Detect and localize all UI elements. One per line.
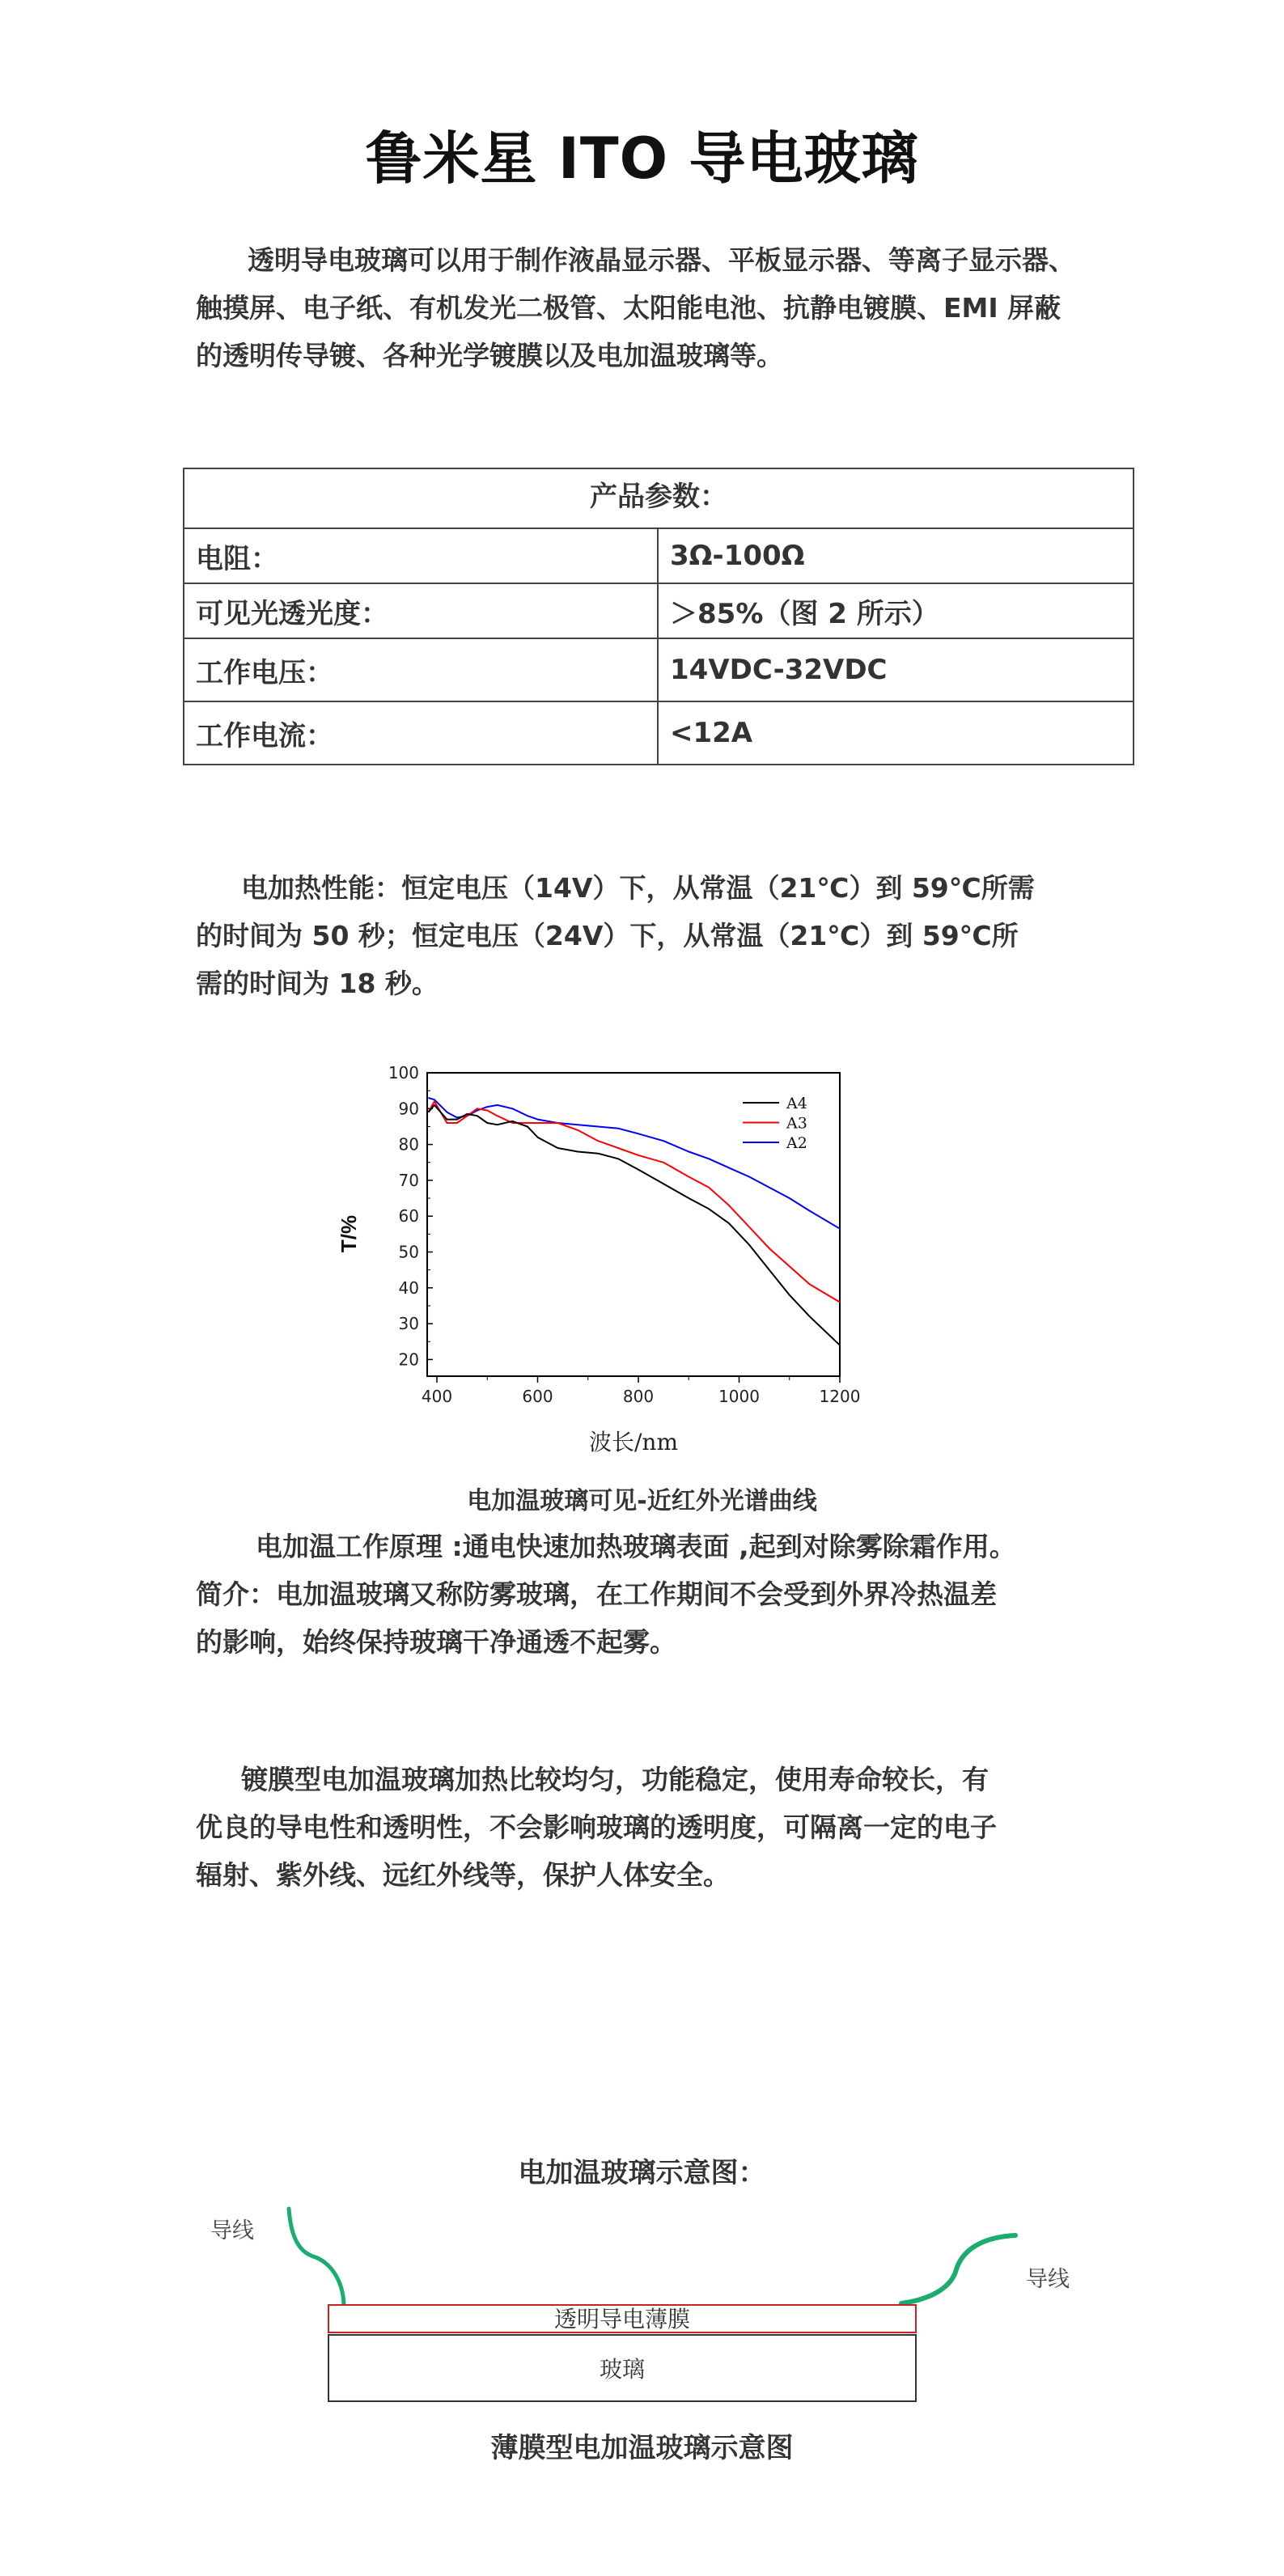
principle-line: 简介：电加温玻璃又称防雾玻璃，在工作期间不会受到外界冷热温差 xyxy=(196,1578,997,1610)
param-label: 工作电压： xyxy=(184,638,658,701)
param-value: ＞85%（图 2 所示） xyxy=(658,583,1134,638)
table-row xyxy=(184,583,1134,638)
chart-caption: 电加温玻璃可见-近红外光谱曲线 xyxy=(467,1487,817,1515)
table-row xyxy=(184,528,1134,583)
x-tick-label: 400 xyxy=(421,1387,453,1406)
y-tick-label: 60 xyxy=(398,1206,419,1227)
y-tick-label: 100 xyxy=(388,1063,419,1083)
legend-label: A3 xyxy=(786,1114,807,1133)
coating-line: 优良的导电性和透明性，不会影响玻璃的透明度，可隔离一定的电子 xyxy=(196,1811,997,1843)
y-tick-label: 20 xyxy=(398,1349,419,1370)
param-value: <12A xyxy=(658,701,1134,765)
chart-series xyxy=(428,1098,840,1345)
legend-label: A2 xyxy=(786,1134,807,1152)
series-A2 xyxy=(428,1098,840,1229)
heating-line: 电加热性能：恒定电压（14V）下，从常温（21℃）到 59℃所需 xyxy=(241,872,1035,904)
chart-legend xyxy=(743,1095,807,1152)
x-tick-label: 800 xyxy=(622,1387,655,1406)
y-tick-label: 50 xyxy=(398,1242,419,1262)
heated-glass-diagram xyxy=(0,2184,1284,2459)
principle-line: 电加温工作原理 :通电快速加热玻璃表面 ,起到对除雾除霜作用。 xyxy=(256,1531,1016,1562)
glass-label: 玻璃 xyxy=(599,2356,646,2383)
y-tick-label: 70 xyxy=(398,1170,419,1190)
wire-left-icon xyxy=(289,2209,344,2305)
diagram-title: 电加温玻璃示意图： xyxy=(518,2157,766,2189)
y-tick-label: 30 xyxy=(398,1314,419,1334)
x-tick-label: 600 xyxy=(522,1387,553,1406)
x-tick-label: 1200 xyxy=(819,1387,861,1406)
spectrum-chart xyxy=(307,1052,890,1472)
table-row xyxy=(184,638,1134,701)
y-axis-ticks xyxy=(388,1063,433,1369)
wire-right-icon xyxy=(901,2235,1015,2303)
heating-line: 需的时间为 18 秒。 xyxy=(196,968,439,999)
principle-line: 的影响，始终保持玻璃干净通透不起雾。 xyxy=(196,1626,676,1658)
intro-line: 透明导电玻璃可以用于制作液晶显示器、平板显示器、等离子显示器、 xyxy=(248,244,1075,276)
y-tick-label: 90 xyxy=(398,1099,419,1119)
x-tick-label: 1000 xyxy=(718,1387,760,1406)
coating-line: 镀膜型电加温玻璃加热比较均匀，功能稳定，使用寿命较长，有 xyxy=(241,1764,989,1795)
table-header: 产品参数： xyxy=(184,468,1134,528)
param-value: 14VDC-32VDC xyxy=(658,638,1134,701)
heating-paragraph xyxy=(196,864,1126,1007)
series-A4 xyxy=(428,1105,840,1345)
x-axis-label: 波长/nm xyxy=(588,1429,679,1455)
param-label: 可见光透光度： xyxy=(184,583,658,638)
series-A3 xyxy=(428,1101,840,1302)
y-axis-label: T/% xyxy=(337,1214,361,1253)
param-label: 工作电流： xyxy=(184,701,658,765)
y-tick-label: 80 xyxy=(398,1134,419,1155)
principle-paragraph xyxy=(196,1523,1126,1666)
intro-line: 的透明传导镀、各种光学镀膜以及电加温玻璃等。 xyxy=(196,340,783,371)
page-title: 鲁米星 ITO 导电玻璃 xyxy=(365,125,919,192)
plot-frame xyxy=(427,1073,840,1376)
intro-line: 触摸屏、电子纸、有机发光二极管、太阳能电池、抗静电镀膜、EMI 屏蔽 xyxy=(196,292,1062,324)
wire-right-label: 导线 xyxy=(1026,2267,1070,2292)
wire-left-label: 导线 xyxy=(210,2218,254,2243)
coating-paragraph xyxy=(196,1756,1126,1899)
table-row xyxy=(184,701,1134,765)
param-label: 电阻： xyxy=(184,528,658,583)
table-header-row xyxy=(184,468,1134,528)
param-value: 3Ω-100Ω xyxy=(658,528,1134,583)
film-label: 透明导电薄膜 xyxy=(553,2306,691,2332)
legend-label: A4 xyxy=(786,1095,807,1112)
y-tick-label: 40 xyxy=(398,1277,419,1298)
diagram-caption: 薄膜型电加温玻璃示意图 xyxy=(490,2432,794,2464)
params-table xyxy=(183,468,1134,765)
intro-paragraph xyxy=(196,236,1126,379)
x-axis-ticks xyxy=(422,1376,861,1406)
heating-line: 的时间为 50 秒；恒定电压（24V）下，从常温（21℃）到 59℃所 xyxy=(196,920,1019,951)
coating-line: 辐射、紫外线、远红外线等，保护人体安全。 xyxy=(196,1859,730,1891)
